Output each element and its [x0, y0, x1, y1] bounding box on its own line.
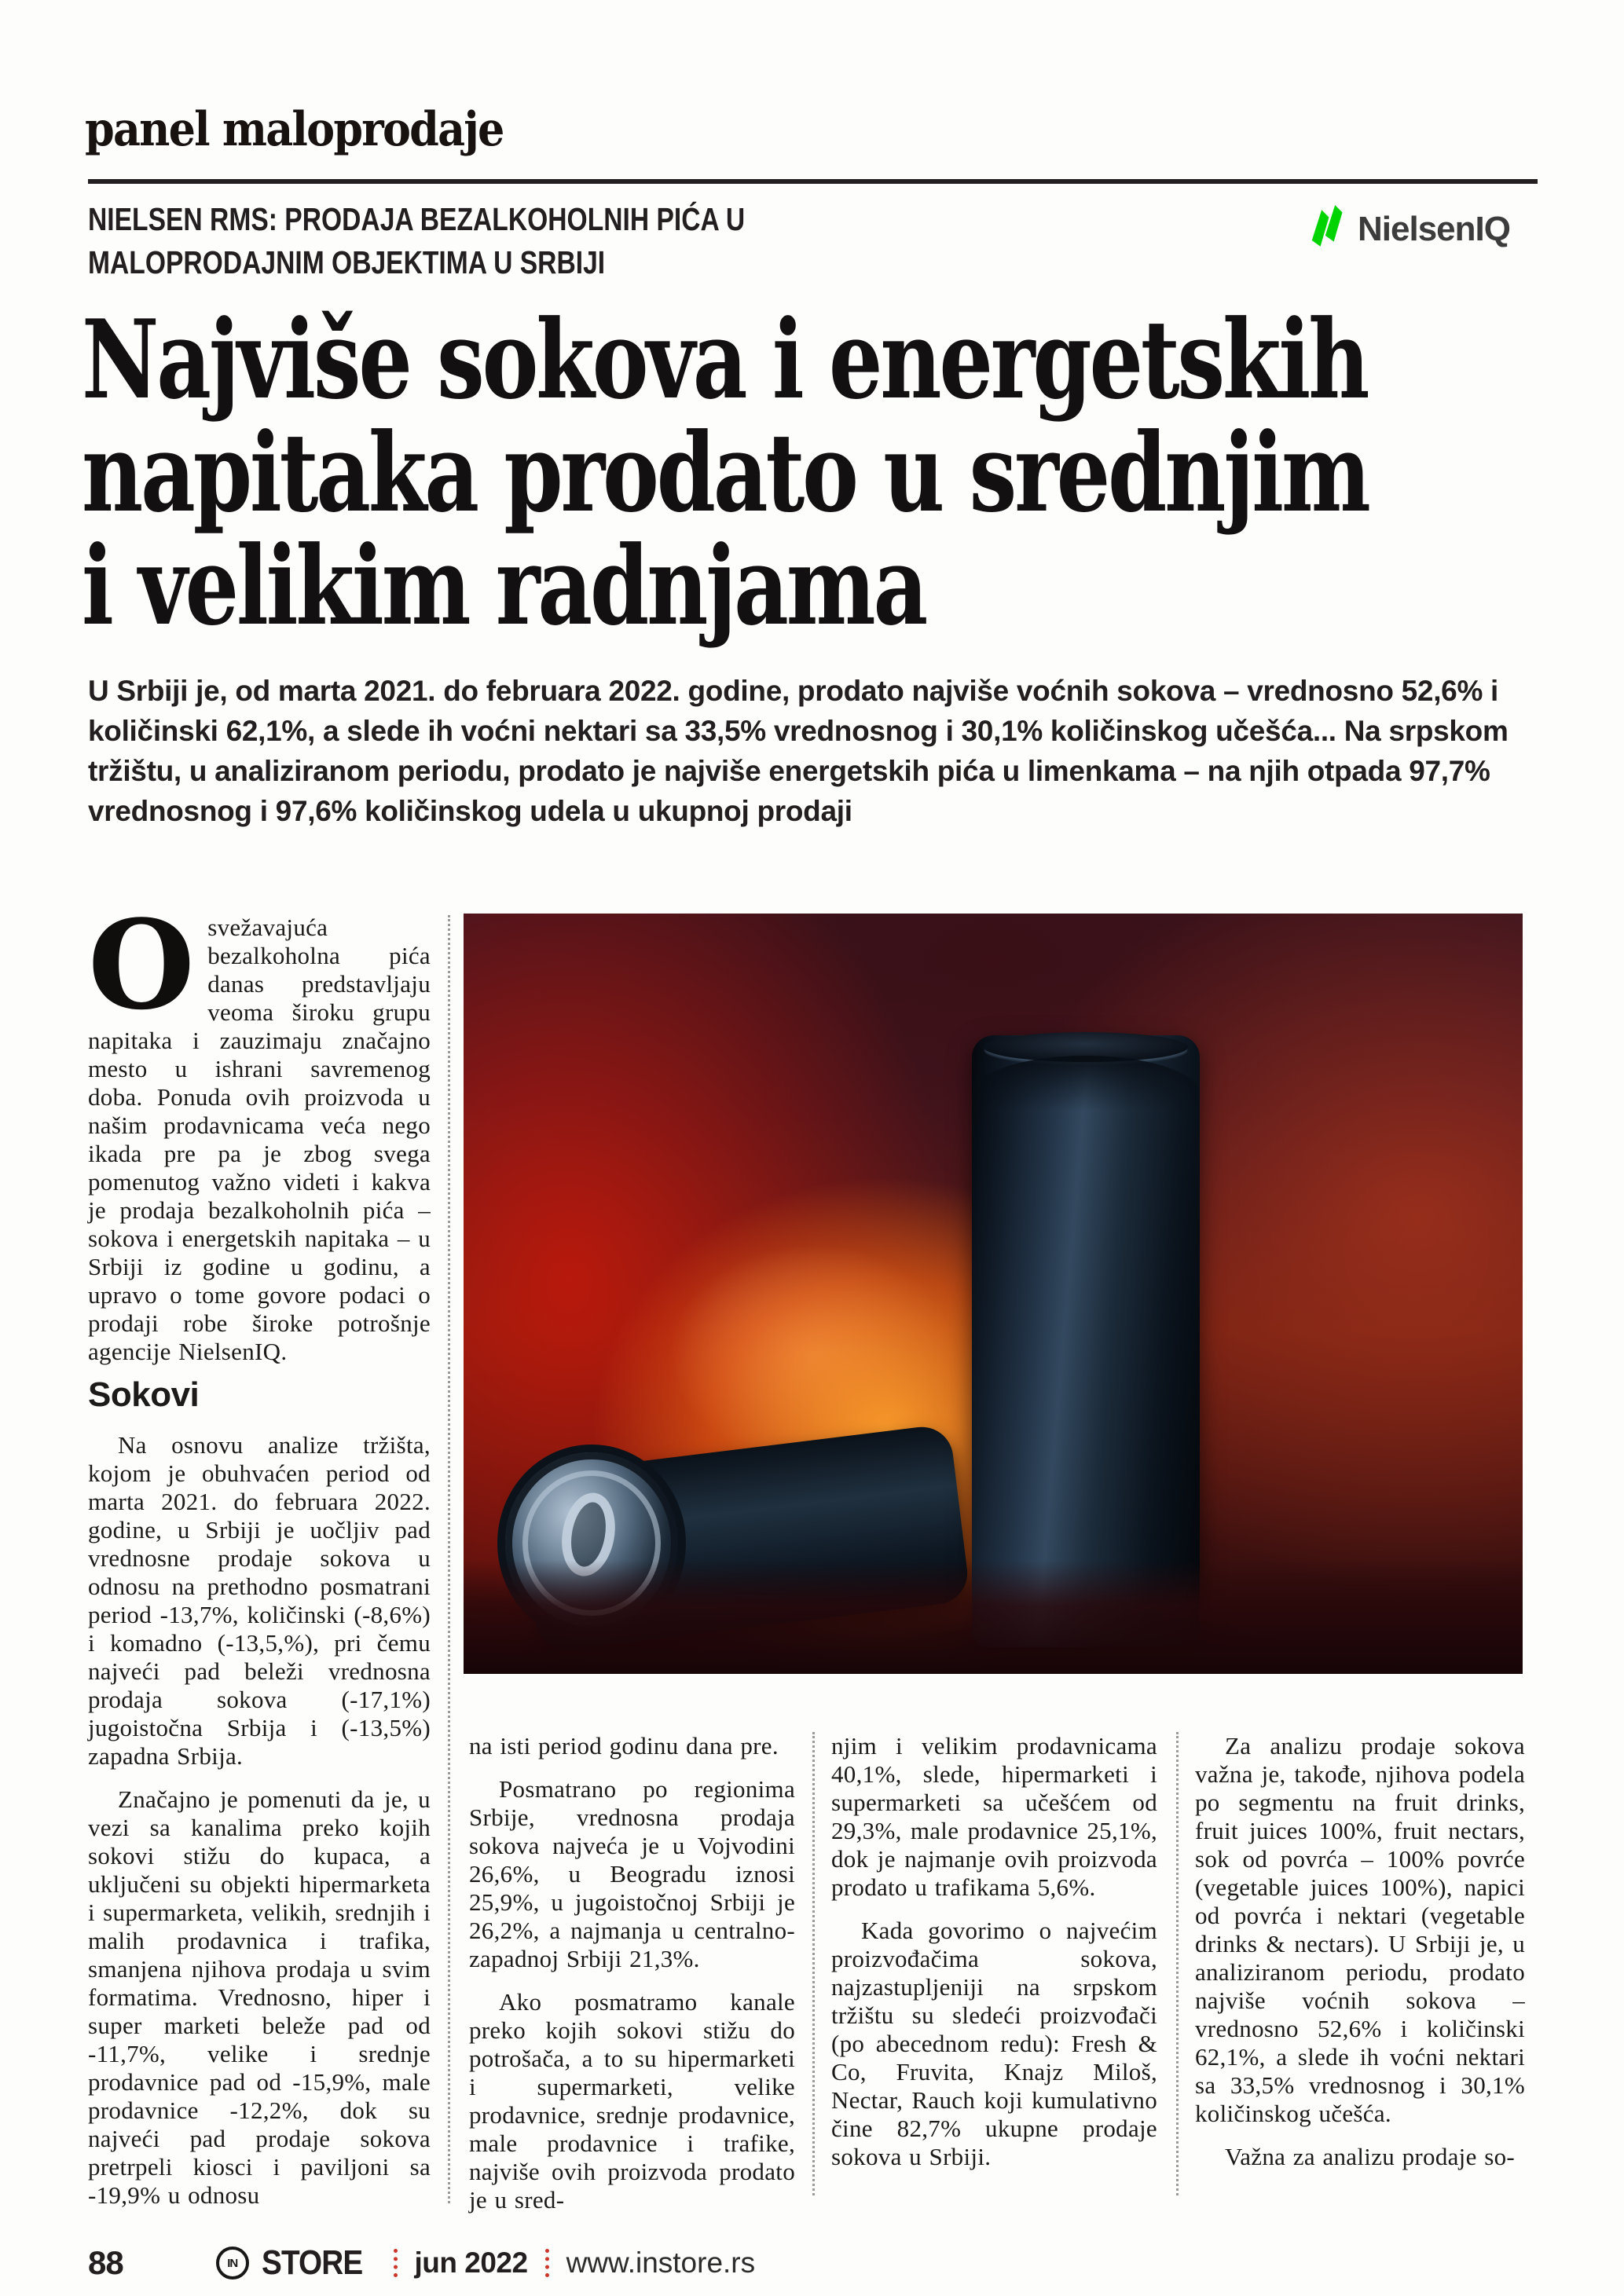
text-column-4 — [1195, 1732, 1525, 2186]
paragraph: Kada govorimo o najvećim proizvođačima sokova, najzastupljeniji na srpskom tržištu su sledeći proizvođači (po abecednom redu): Fresh & Co, Fruvita, Knajz Miloš, Nectar, Rauch koji kumulativno čine 82,7% ukupne prodaje sokova u Srbiji. — [831, 1917, 1157, 2170]
paragraph: njim i velikim prodavnicama 40,1%, slede, hipermarketi i supermarketi sa učešćem od 29,3%, male prodavnice 25,1%, dok je najmanje ovih proizvoda prodato u trafikama 5,6%. — [831, 1732, 1157, 1901]
column-divider — [448, 915, 450, 2203]
section-label: panel maloprodaje — [85, 102, 504, 157]
paragraph-text: svežavajuća bezalkoholna pića danas predstavljaju veoma široku grupu napitaka i zauzimaju značajno mesto u ishrani savremenog doba. Ponuda ovih proizvoda u našim prodavnicama veća nego ikada pre pa je zbog svega pomenutog važno videti i kakva je prodaja bezalkoholnih pića – sokova i energetskih napitaka – u Srbiji iz godine u godinu, a upravo o tome govore podaci o prodaji robe široke potrošnje agencije NielsenIQ. — [88, 914, 431, 1365]
paragraph: Za analizu prodaje sokova važna je, takođe, njihova podela po segmentu na fruit drinks, fruit juices 100%, fruit nectars, sok od povrća – 100% povrće (vegetable juices 100%), napici od povrća i nektari (vegetable drinks & nectars). U Srbiji je, u analiziranom periodu, prodato najviše voćnih sokova – vrednosno 52,6% i količinski 62,1%, a slede ih voćni nektari sa 33,5% vrednosnog i 30,1% količinskog učešća. — [1195, 1732, 1525, 2127]
paragraph: Važna za analizu prodaje so- — [1225, 2143, 1515, 2170]
subheading-sokovi: Sokovi — [88, 1375, 200, 1414]
article-photo — [464, 914, 1523, 1674]
paragraph: Ako posmatramo kanale preko kojih sokovi stižu do potrošača, a to su hipermarketi i supermarketi, velike prodavnice, srednje prodavnice, male prodavnice i trafike, najviše ovih proizvoda prodato je u sred- — [469, 1988, 795, 2214]
footer-brand: STORE — [261, 2243, 363, 2282]
header-rule — [88, 179, 1538, 184]
column-divider — [1176, 1732, 1179, 2195]
page-title — [82, 295, 1624, 650]
nielseniq-zigzag-icon — [1306, 203, 1355, 255]
text-column-1 — [88, 893, 431, 2225]
text-column-2 — [469, 1732, 795, 2229]
footer-dotted-separator — [394, 2249, 398, 2277]
footer-issue-date: jun 2022 — [414, 2247, 528, 2279]
nielseniq-wordmark: NielsenIQ — [1358, 209, 1510, 248]
standing-can — [972, 1035, 1200, 1647]
title-line-2: napitaka prodato u srednjim — [82, 408, 1369, 536]
kicker-line-1: NIELSEN RMS: PRODAJA BEZALKOHOLNIH PIĆA U — [88, 201, 746, 237]
instore-circle-icon: IN — [216, 2247, 249, 2280]
lead-paragraph: U Srbiji je, od marta 2021. do februara 2022. godine, prodato najviše voćnih sokova – vrednosno 52,6% i količinski 62,1%, a slede ih voćni nektari sa 33,5% vrednosnog i 30,1% količinskog učešća... Na srpskom tržištu, u analiziranom periodu, prodato je najviše energetskih pića u limenkama – na njih otpada 97,7% vrednosnog i 97,6% količinskog udela u ukupnoj prodaji — [88, 675, 1509, 827]
article-kicker — [88, 198, 889, 284]
paragraph: na isti period godinu dana pre. — [469, 1732, 779, 1760]
paragraph — [88, 893, 431, 1366]
drop-cap: O — [88, 893, 196, 1037]
page-footer — [88, 2243, 1538, 2283]
footer-dotted-separator — [545, 2249, 549, 2277]
nielseniq-logo — [1306, 203, 1510, 255]
title-line-1: Najviše sokova i energetskih — [82, 295, 1368, 423]
footer-website-link[interactable]: www.instore.rs — [566, 2247, 756, 2279]
paragraph: Na osnovu analize tržišta, kojom je obuhvaćen period od marta 2021. do februara 2022. godine, u Srbiji je uočljiv pad vrednosne prodaje sokova u odnosu na prethodno posmatrani period -13,7%, količinski (-8,6%) i komadno (-13,5,%), pri čemu najveći pad beleži vrednosna prodaja sokova (-17,1%) jugoistočna Srbija i (-13,5%) zapadna Srbija. — [88, 1431, 431, 1770]
column-divider — [812, 1732, 815, 2195]
paragraph: Značajno je pomenuti da je, u vezi sa kanalima preko kojih sokovi stižu do kupaca, a uključeni su objekti hipermarketa i supermarketa, velikih, srednjih i malih prodavnica i trafika, smanjena njihova prodaja u svim formatima. Vrednosno, hiper i super marketi beleže pad od -11,7%, velike i srednje prodavnice pad od -15,9%, male prodavnice -12,2%, dok su najveći pad prodaje sokova pretrpeli kiosci i paviljoni sa -19,9% u odnosu — [88, 1785, 431, 2209]
title-line-3: i velikim radnjama — [82, 522, 926, 650]
footer-brand-group — [216, 2243, 755, 2283]
text-column-3 — [831, 1732, 1157, 2186]
can-neck — [972, 1056, 1200, 1111]
kicker-line-2: MALOPRODAJNIM OBJEKTIMA U SRBIJI — [88, 244, 606, 280]
page-number: 88 — [88, 2244, 123, 2281]
paragraph: Posmatrano po regionima Srbije, vrednosna prodaja sokova najveća je u Vojvodini 26,6%, u Beogradu iznosi 25,9%, u jugoistočnoj Srbiji je 26,2%, a najmanja u centralno-zapadnoj Srbiji 21,3%. — [469, 1775, 795, 1972]
photo-floor — [464, 1560, 1523, 1674]
